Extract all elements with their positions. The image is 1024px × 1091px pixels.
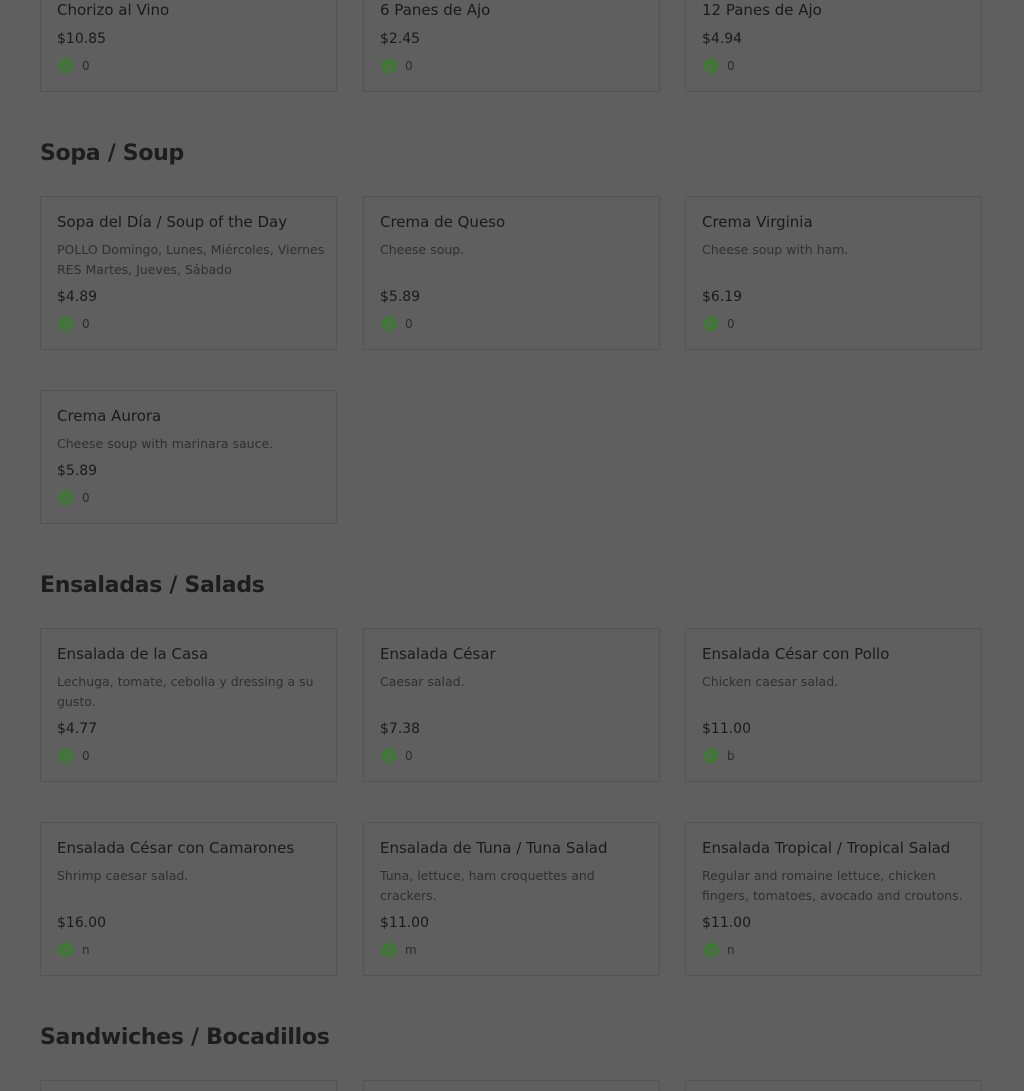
item-price: $6.19: [702, 289, 743, 305]
item-meta: [380, 747, 413, 765]
item-count: 0: [82, 749, 90, 763]
verified-badge-icon: [380, 941, 398, 959]
item-count: 0: [727, 317, 735, 331]
item-meta: [702, 747, 735, 765]
verified-badge-icon: [702, 315, 720, 333]
verified-badge-icon: [702, 941, 720, 959]
menu-item-card[interactable]: [363, 1080, 660, 1091]
item-description: Cheese soup.: [380, 242, 465, 257]
item-description: Chicken caesar salad.: [702, 674, 839, 689]
verified-badge-icon: [57, 941, 75, 959]
item-name: Ensalada de la Casa: [57, 645, 209, 663]
menu-item-card[interactable]: [40, 196, 337, 350]
item-description: Regular and romaine lettuce, chicken fingers, tomatoes, avocado and croutons.: [702, 868, 963, 903]
item-count: 0: [82, 491, 90, 505]
menu-item-card[interactable]: [363, 196, 660, 350]
item-count: 0: [727, 59, 735, 73]
menu-item-card[interactable]: [685, 1080, 982, 1091]
section-title-soup: Sopa / Soup: [40, 141, 184, 166]
verified-badge-icon: [57, 489, 75, 507]
item-price: $5.89: [57, 463, 98, 479]
item-price: $11.00: [702, 721, 751, 737]
menu-item-card[interactable]: [685, 196, 982, 350]
verified-badge-icon: [702, 747, 720, 765]
item-name: Crema Aurora: [57, 407, 162, 425]
item-count: m: [405, 943, 417, 957]
item-count: 0: [405, 749, 413, 763]
verified-badge-icon: [380, 747, 398, 765]
item-price: $11.00: [702, 915, 751, 931]
menu-item-card[interactable]: [40, 0, 337, 92]
item-name: 6 Panes de Ajo: [380, 1, 491, 19]
item-count: 0: [82, 59, 90, 73]
item-price: $2.45: [380, 31, 421, 47]
item-name: Ensalada César con Camarones: [57, 839, 295, 857]
item-meta: [380, 315, 413, 333]
menu-item-card[interactable]: [40, 1080, 337, 1091]
section-title-sandwiches: Sandwiches / Bocadillos: [40, 1025, 330, 1050]
menu-item-card[interactable]: [685, 628, 982, 782]
menu-item-card[interactable]: [40, 628, 337, 782]
item-name: Ensalada César con Pollo: [702, 645, 890, 663]
item-meta: [380, 941, 417, 959]
item-count: n: [727, 943, 735, 957]
verified-badge-icon: [380, 315, 398, 333]
item-meta: [57, 747, 90, 765]
section-title-salads: Ensaladas / Salads: [40, 573, 265, 598]
item-meta: [702, 315, 735, 333]
item-description: Cheese soup with marinara sauce.: [57, 436, 274, 451]
verified-badge-icon: [702, 57, 720, 75]
item-price: $4.77: [57, 721, 98, 737]
item-name: Crema Virginia: [702, 213, 813, 231]
item-price: $5.89: [380, 289, 421, 305]
item-meta: [57, 941, 90, 959]
item-description: Shrimp caesar salad.: [57, 868, 189, 883]
item-description: Lechuga, tomate, cebolla y dressing a su gusto.: [57, 674, 314, 709]
verified-badge-icon: [57, 747, 75, 765]
item-price: $4.89: [57, 289, 98, 305]
item-description: Caesar salad.: [380, 674, 465, 689]
menu-item-card[interactable]: [685, 822, 982, 976]
item-count: 0: [405, 59, 413, 73]
item-name: Ensalada César: [380, 645, 496, 663]
item-description: Cheese soup with ham.: [702, 242, 849, 257]
menu-item-card[interactable]: [685, 0, 982, 92]
menu-item-card[interactable]: [40, 822, 337, 976]
item-description: POLLO Domingo, Lunes, Miércoles, Viernes RES Martes, Jueves, Sábado: [57, 242, 325, 277]
item-meta: [57, 57, 90, 75]
menu-item-card[interactable]: [363, 822, 660, 976]
item-meta: [57, 315, 90, 333]
item-price: $16.00: [57, 915, 106, 931]
menu-item-card[interactable]: [40, 390, 337, 524]
item-count: 0: [82, 317, 90, 331]
item-name: Chorizo al Vino: [57, 1, 170, 19]
item-price: $4.94: [702, 31, 743, 47]
item-name: 12 Panes de Ajo: [702, 1, 822, 19]
menu-item-card[interactable]: [363, 0, 660, 92]
item-count: b: [727, 749, 735, 763]
item-name: Sopa del Día / Soup of the Day: [57, 213, 288, 231]
verified-badge-icon: [57, 57, 75, 75]
item-name: Ensalada de Tuna / Tuna Salad: [380, 839, 608, 857]
item-meta: [57, 489, 90, 507]
item-price: $7.38: [380, 721, 421, 737]
item-name: Crema de Queso: [380, 213, 506, 231]
item-meta: [702, 57, 735, 75]
item-price: $11.00: [380, 915, 429, 931]
item-meta: [702, 941, 735, 959]
item-count: 0: [405, 317, 413, 331]
item-price: $10.85: [57, 31, 106, 47]
verified-badge-icon: [380, 57, 398, 75]
item-description: Tuna, lettuce, ham croquettes and crackers.: [380, 868, 595, 903]
menu-item-card[interactable]: [363, 628, 660, 782]
item-name: Ensalada Tropical / Tropical Salad: [702, 839, 951, 857]
verified-badge-icon: [57, 315, 75, 333]
item-count: n: [82, 943, 90, 957]
item-meta: [380, 57, 413, 75]
